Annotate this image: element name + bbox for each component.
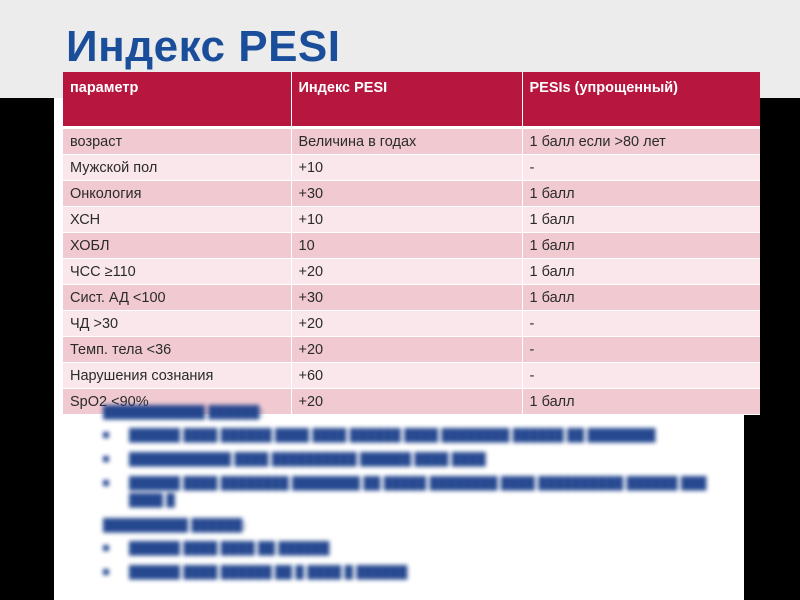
notes-heading-placeholder: ██████████ ██████:: [103, 518, 247, 532]
cell-pesi: +30: [291, 181, 522, 207]
cell-pesis: 1 балл: [522, 207, 760, 233]
cell-pesis: -: [522, 311, 760, 337]
notes-item-placeholder: ██████ ████ ██████ ████ ████ ██████ ████ ████████ ██████ ██ ████████: [103, 427, 723, 444]
cell-pesis: 1 балл: [522, 259, 760, 285]
table-row: [63, 363, 760, 389]
table-row: [63, 233, 760, 259]
table-row: [63, 337, 760, 363]
cell-pesi: +20: [291, 311, 522, 337]
notes-list-placeholder: [103, 427, 723, 509]
blurred-notes: [103, 402, 723, 589]
cell-pesi: 10: [291, 233, 522, 259]
table-row: [63, 259, 760, 285]
notes-list-placeholder: [103, 540, 723, 581]
cell-pesis: 1 балл: [522, 389, 760, 415]
bullet-icon: [103, 569, 109, 575]
cell-pesi: +20: [291, 259, 522, 285]
cell-pesis: -: [522, 337, 760, 363]
header-pesi-simplified: PESIs (упрощенный): [522, 72, 760, 128]
cell-pesis: -: [522, 155, 760, 181]
cell-parameter: ХОБЛ: [63, 233, 291, 259]
table-row: [63, 285, 760, 311]
cell-pesi: +20: [291, 337, 522, 363]
cell-parameter: Сист. АД <100: [63, 285, 291, 311]
notes-item-placeholder: ██████ ████ ████ ██ ██████: [103, 540, 723, 557]
table-row: [63, 207, 760, 233]
cell-parameter: SpO2 <90%: [63, 389, 291, 415]
table-row: [63, 128, 760, 155]
table-row: [63, 155, 760, 181]
cell-pesi: Величина в годах: [291, 128, 522, 155]
cell-parameter: ЧСС ≥110: [63, 259, 291, 285]
bullet-icon: [103, 456, 109, 462]
cell-pesi: +60: [291, 363, 522, 389]
header-pesi-index: Индекс PESI: [291, 72, 522, 128]
bullet-icon: [103, 545, 109, 551]
cell-pesi: +20: [291, 389, 522, 415]
header-parameter: параметр: [63, 72, 291, 128]
notes-item-placeholder: ██████ ████ ████████ ████████ ██ █████ ████████ ████ ██████████ ██████ ███ ████ █: [103, 475, 723, 509]
cell-pesis: 1 балл: [522, 285, 760, 311]
cell-pesis: 1 балл: [522, 233, 760, 259]
cell-parameter: Темп. тела <36: [63, 337, 291, 363]
bullet-icon: [103, 432, 109, 438]
cell-pesis: -: [522, 363, 760, 389]
slide-title: Индекс PESI: [66, 22, 341, 71]
notes-item-placeholder: ████████████ ████ ██████████ ██████ ████ ████: [103, 451, 723, 468]
cell-parameter: возраст: [63, 128, 291, 155]
cell-parameter: Нарушения сознания: [63, 363, 291, 389]
pesi-table: [63, 72, 760, 415]
cell-pesis: 1 балл если >80 лет: [522, 128, 760, 155]
cell-pesis: 1 балл: [522, 181, 760, 207]
cell-parameter: ХСН: [63, 207, 291, 233]
cell-pesi: +10: [291, 155, 522, 181]
notes-item-placeholder: ██████ ████ ██████ ██ █ ████ █ ██████: [103, 564, 723, 581]
table-row: [63, 311, 760, 337]
cell-pesi: +10: [291, 207, 522, 233]
table-header-row: [63, 72, 760, 128]
cell-pesi: +30: [291, 285, 522, 311]
cell-parameter: Онкология: [63, 181, 291, 207]
table-row: [63, 181, 760, 207]
cell-parameter: Мужской пол: [63, 155, 291, 181]
notes-heading-placeholder: ████████████ ██████:: [103, 405, 264, 419]
cell-parameter: ЧД >30: [63, 311, 291, 337]
bullet-icon: [103, 480, 109, 486]
